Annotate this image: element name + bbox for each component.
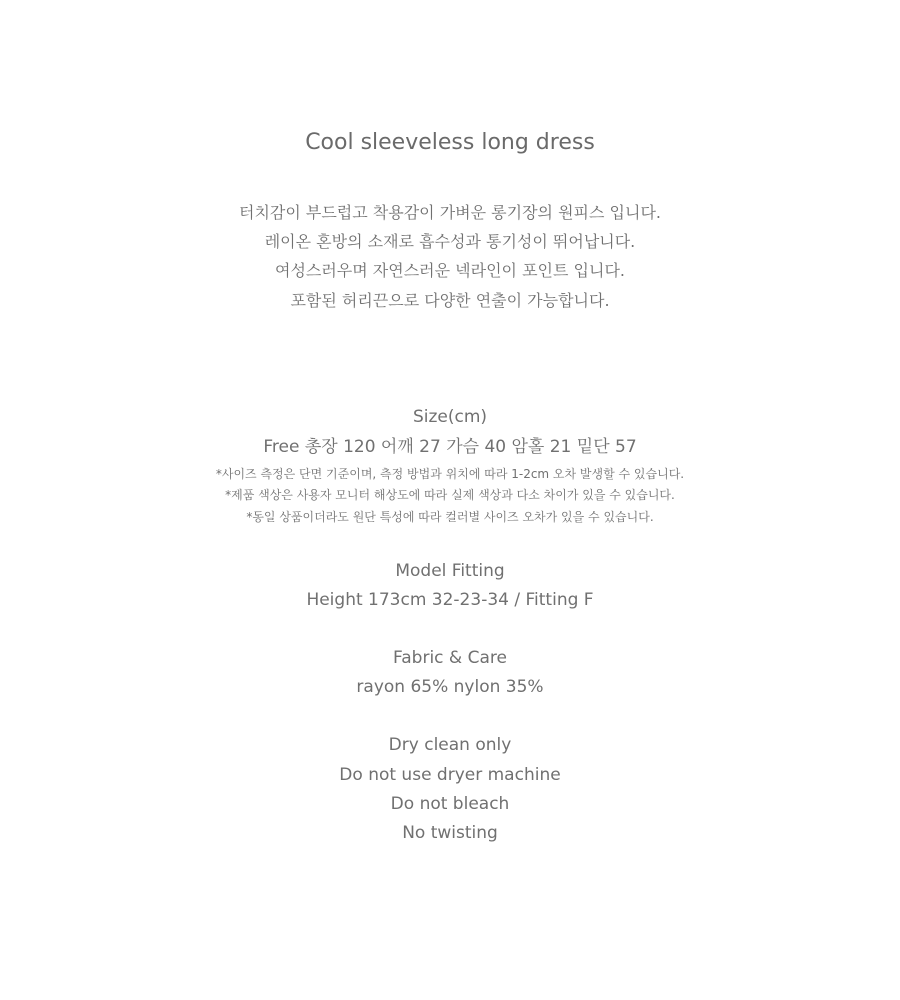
care-instruction: Do not use dryer machine <box>339 765 561 785</box>
intro-line-2: 레이온 혼방의 소재로 흡수성과 통기성이 뛰어납니다. <box>264 232 636 251</box>
product-title: Cool sleeveless long dress <box>305 130 595 155</box>
intro-line-4: 포함된 허리끈으로 다양한 연출이 가능합니다. <box>290 291 610 310</box>
care-instruction: Do not bleach <box>390 794 510 814</box>
care-instruction: No twisting <box>402 823 498 843</box>
fabric-care-heading: Fabric & Care <box>393 648 507 668</box>
size-note-2: *제품 색상은 사용자 모니터 해상도에 따라 실제 색상과 다소 차이가 있을 수 있습니다. <box>225 488 675 502</box>
size-value: Free 총장 120 어깨 27 가슴 40 암홀 21 밑단 57 <box>263 437 637 457</box>
model-fitting-value: Height 173cm 32-23-34 / Fitting F <box>306 590 594 610</box>
intro-line-1: 터치감이 부드럽고 착용감이 가벼운 롱기장의 원피스 입니다. <box>238 203 661 222</box>
size-note-3: *동일 상품이더라도 원단 특성에 따라 컬러별 사이즈 오차가 있을 수 있습니다. <box>246 510 654 524</box>
size-note-1: *사이즈 측정은 단면 기준이며, 측정 방법과 위치에 따라 1-2cm 오차 발생할 수 있습니다. <box>215 467 685 481</box>
fabric-composition: rayon 65% nylon 35% <box>356 677 544 697</box>
intro-line-3: 여성스러우며 자연스러운 넥라인이 포인트 입니다. <box>274 261 625 280</box>
model-fitting-heading: Model Fitting <box>395 561 505 581</box>
size-heading: Size(cm) <box>412 407 488 427</box>
care-instruction: Dry clean only <box>388 735 512 755</box>
